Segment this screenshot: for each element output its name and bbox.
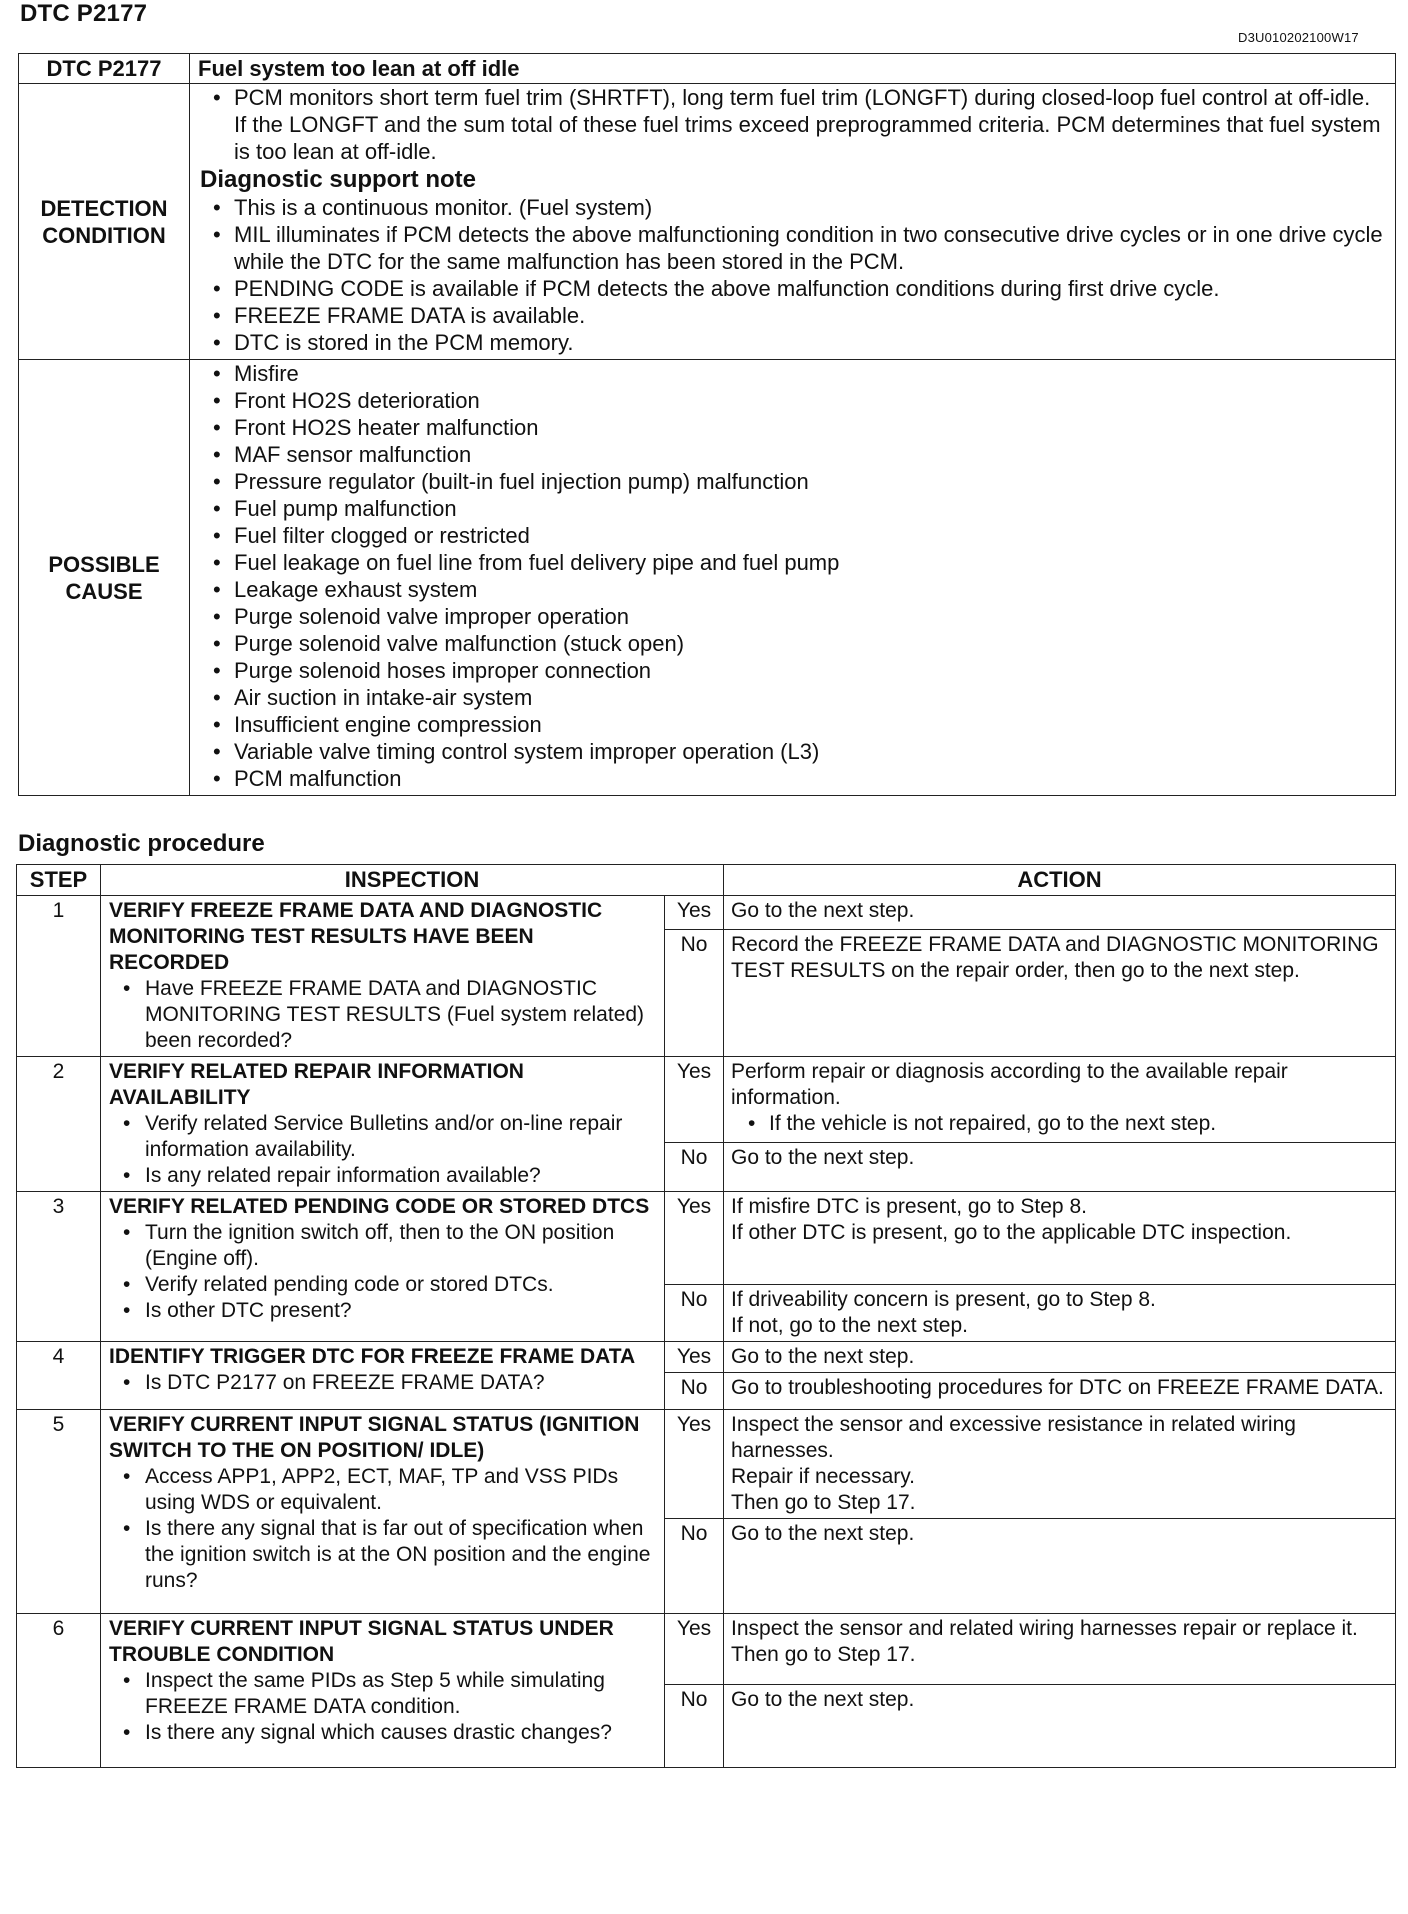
step-number: 6 xyxy=(17,1614,101,1768)
list-item: • Fuel pump malfunction xyxy=(200,495,1387,522)
list-item: • Front HO2S deterioration xyxy=(200,387,1387,414)
list-item: • Insufficient engine compression xyxy=(200,711,1387,738)
yes-label: Yes xyxy=(665,1614,724,1685)
dtc-header-row xyxy=(19,54,1396,84)
yes-action-bullets xyxy=(731,1111,1389,1137)
inspection-bullets xyxy=(109,976,658,1054)
possible-cause-label: POSSIBLE CAUSE xyxy=(19,360,190,796)
no-label: No xyxy=(665,929,724,1056)
list-item: • If the vehicle is not repaired, go to the next step. xyxy=(731,1111,1389,1137)
step-number: 3 xyxy=(17,1192,101,1342)
list-item: • Is there any signal that is far out of specification when the ignition switch is at the ON position and the engine runs? xyxy=(109,1516,658,1594)
yes-action xyxy=(724,1192,1396,1285)
yes-label: Yes xyxy=(665,1192,724,1285)
support-note-list xyxy=(200,194,1387,356)
list-item: • Is DTC P2177 on FREEZE FRAME DATA? xyxy=(109,1370,658,1396)
inspection-title: VERIFY FREEZE FRAME DATA AND DIAGNOSTIC MONITORING TEST RESULTS HAVE BEEN RECORDED xyxy=(109,899,603,974)
yes-label: Yes xyxy=(665,896,724,930)
inspection-cell xyxy=(101,896,665,1057)
list-item: • PENDING CODE is available if PCM detects the above malfunction conditions during first drive cycle. xyxy=(200,275,1387,302)
yes-label: Yes xyxy=(665,1057,724,1143)
list-item: • Is there any signal which causes drastic changes? xyxy=(109,1720,658,1746)
procedure-header-row xyxy=(17,865,1396,896)
list-item: • Fuel leakage on fuel line from fuel delivery pipe and fuel pump xyxy=(200,549,1387,576)
inspection-bullets xyxy=(109,1370,658,1396)
list-item: • Inspect the same PIDs as Step 5 while simulating FREEZE FRAME DATA condition. xyxy=(109,1668,658,1720)
diagnostic-procedure-heading: Diagnostic procedure xyxy=(18,830,265,857)
no-action: Record the FREEZE FRAME DATA and DIAGNOSTIC MONITORING TEST RESULTS on the repair order, then go to the next step. xyxy=(724,929,1396,1056)
no-action: Go to the next step. xyxy=(724,1519,1396,1614)
yes-action xyxy=(724,1410,1396,1519)
no-label: No xyxy=(665,1519,724,1614)
step-number: 1 xyxy=(17,896,101,1057)
support-note-heading: Diagnostic support note xyxy=(200,166,476,193)
dtc-code-cell: DTC P2177 xyxy=(19,54,190,84)
yes-action xyxy=(724,1614,1396,1685)
list-item: • PCM malfunction xyxy=(200,765,1387,792)
step-row xyxy=(17,1192,1396,1285)
yes-action-text: If misfire DTC is present, go to Step 8. If other DTC is present, go to the applicable DTC inspection. xyxy=(731,1195,1292,1244)
yes-action-text: Inspect the sensor and excessive resistance in related wiring harnesses. Repair if necessary. Then go to Step 17. xyxy=(731,1413,1296,1514)
list-item: • Have FREEZE FRAME DATA and DIAGNOSTIC MONITORING TEST RESULTS (Fuel system related) been recorded? xyxy=(109,976,658,1054)
inspection-bullets xyxy=(109,1668,658,1746)
yes-action-text: Go to the next step. xyxy=(731,1345,915,1368)
list-item: • MIL illuminates if PCM detects the above malfunctioning condition in two consecutive drive cycles or in one drive cycle while the DTC for the same malfunction has been stored in the PCM. xyxy=(200,221,1387,275)
list-item: • Is other DTC present? xyxy=(109,1298,658,1324)
detection-condition-body xyxy=(190,84,1396,360)
document-code: D3U010202100W17 xyxy=(1238,30,1359,45)
yes-action xyxy=(724,896,1396,930)
possible-cause-body xyxy=(190,360,1396,796)
dtc-name-cell: Fuel system too lean at off idle xyxy=(190,54,1396,84)
page-title: DTC P2177 xyxy=(20,0,148,27)
no-action: Go to the next step. xyxy=(724,1685,1396,1768)
list-item: • Misfire xyxy=(200,360,1387,387)
step-column-header: STEP xyxy=(17,865,101,896)
step-row xyxy=(17,1410,1396,1519)
no-label: No xyxy=(665,1143,724,1192)
dtc-info-table xyxy=(18,53,1396,796)
inspection-cell xyxy=(101,1192,665,1342)
step-number: 2 xyxy=(17,1057,101,1192)
yes-action xyxy=(724,1342,1396,1373)
yes-action-text: Go to the next step. xyxy=(731,899,915,922)
step-number: 5 xyxy=(17,1410,101,1614)
inspection-title: VERIFY RELATED PENDING CODE OR STORED DTCS xyxy=(109,1195,650,1218)
step-number: 4 xyxy=(17,1342,101,1410)
yes-label: Yes xyxy=(665,1342,724,1373)
inspection-bullets xyxy=(109,1220,658,1324)
list-item: • Purge solenoid hoses improper connection xyxy=(200,657,1387,684)
list-item: • This is a continuous monitor. (Fuel system) xyxy=(200,194,1387,221)
no-action: Go to troubleshooting procedures for DTC on FREEZE FRAME DATA. xyxy=(724,1373,1396,1410)
inspection-title: VERIFY RELATED REPAIR INFORMATION AVAILABILITY xyxy=(109,1060,524,1109)
list-item: • Variable valve timing control system improper operation (L3) xyxy=(200,738,1387,765)
list-item: • DTC is stored in the PCM memory. xyxy=(200,329,1387,356)
list-item: • Front HO2S heater malfunction xyxy=(200,414,1387,441)
list-item: • Verify related pending code or stored DTCs. xyxy=(109,1272,658,1298)
inspection-cell xyxy=(101,1614,665,1768)
no-label: No xyxy=(665,1373,724,1410)
no-action: If driveability concern is present, go to Step 8. If not, go to the next step. xyxy=(724,1285,1396,1342)
step-row xyxy=(17,1057,1396,1143)
inspection-title: IDENTIFY TRIGGER DTC FOR FREEZE FRAME DATA xyxy=(109,1345,636,1368)
possible-cause-row xyxy=(19,360,1396,796)
step-row xyxy=(17,1614,1396,1685)
yes-action-text: Perform repair or diagnosis according to the available repair information. xyxy=(731,1060,1288,1109)
no-action: Go to the next step. xyxy=(724,1143,1396,1192)
list-item: • MAF sensor malfunction xyxy=(200,441,1387,468)
yes-action xyxy=(724,1057,1396,1143)
inspection-cell xyxy=(101,1410,665,1614)
detection-condition-label: DETECTION CONDITION xyxy=(19,84,190,360)
inspection-column-header: INSPECTION xyxy=(101,865,724,896)
yes-action-text: Inspect the sensor and related wiring harnesses repair or replace it. Then go to Step 17. xyxy=(731,1617,1358,1666)
detection-intro-list xyxy=(200,84,1387,165)
inspection-bullets xyxy=(109,1111,658,1189)
action-column-header: ACTION xyxy=(724,865,1396,896)
inspection-title: VERIFY CURRENT INPUT SIGNAL STATUS (IGNITION SWITCH TO THE ON POSITION/ IDLE) xyxy=(109,1413,640,1462)
list-item: • Access APP1, APP2, ECT, MAF, TP and VSS PIDs using WDS or equivalent. xyxy=(109,1464,658,1516)
list-item: • PCM monitors short term fuel trim (SHRTFT), long term fuel trim (LONGFT) during closed-loop fuel control at off-idle. If the LONGFT and the sum total of these fuel trims exceed preprogrammed criteria. PCM determines that fuel system is too lean at off-idle. xyxy=(200,84,1387,165)
list-item: • Turn the ignition switch off, then to the ON position (Engine off). xyxy=(109,1220,658,1272)
list-item: • FREEZE FRAME DATA is available. xyxy=(200,302,1387,329)
list-item: • Is any related repair information available? xyxy=(109,1163,658,1189)
inspection-bullets xyxy=(109,1464,658,1594)
list-item: • Leakage exhaust system xyxy=(200,576,1387,603)
detection-condition-row xyxy=(19,84,1396,360)
no-label: No xyxy=(665,1685,724,1768)
list-item: • Fuel filter clogged or restricted xyxy=(200,522,1387,549)
no-label: No xyxy=(665,1285,724,1342)
list-item: • Purge solenoid valve malfunction (stuck open) xyxy=(200,630,1387,657)
inspection-cell xyxy=(101,1057,665,1192)
step-row xyxy=(17,1342,1396,1373)
list-item: • Verify related Service Bulletins and/or on-line repair information availability. xyxy=(109,1111,658,1163)
step-row xyxy=(17,896,1396,930)
diagnostic-procedure-table xyxy=(16,864,1396,1768)
list-item: • Pressure regulator (built-in fuel injection pump) malfunction xyxy=(200,468,1387,495)
list-item: • Air suction in intake-air system xyxy=(200,684,1387,711)
possible-cause-list xyxy=(200,360,1387,792)
yes-label: Yes xyxy=(665,1410,724,1519)
inspection-cell xyxy=(101,1342,665,1410)
inspection-title: VERIFY CURRENT INPUT SIGNAL STATUS UNDER TROUBLE CONDITION xyxy=(109,1617,614,1666)
list-item: • Purge solenoid valve improper operation xyxy=(200,603,1387,630)
